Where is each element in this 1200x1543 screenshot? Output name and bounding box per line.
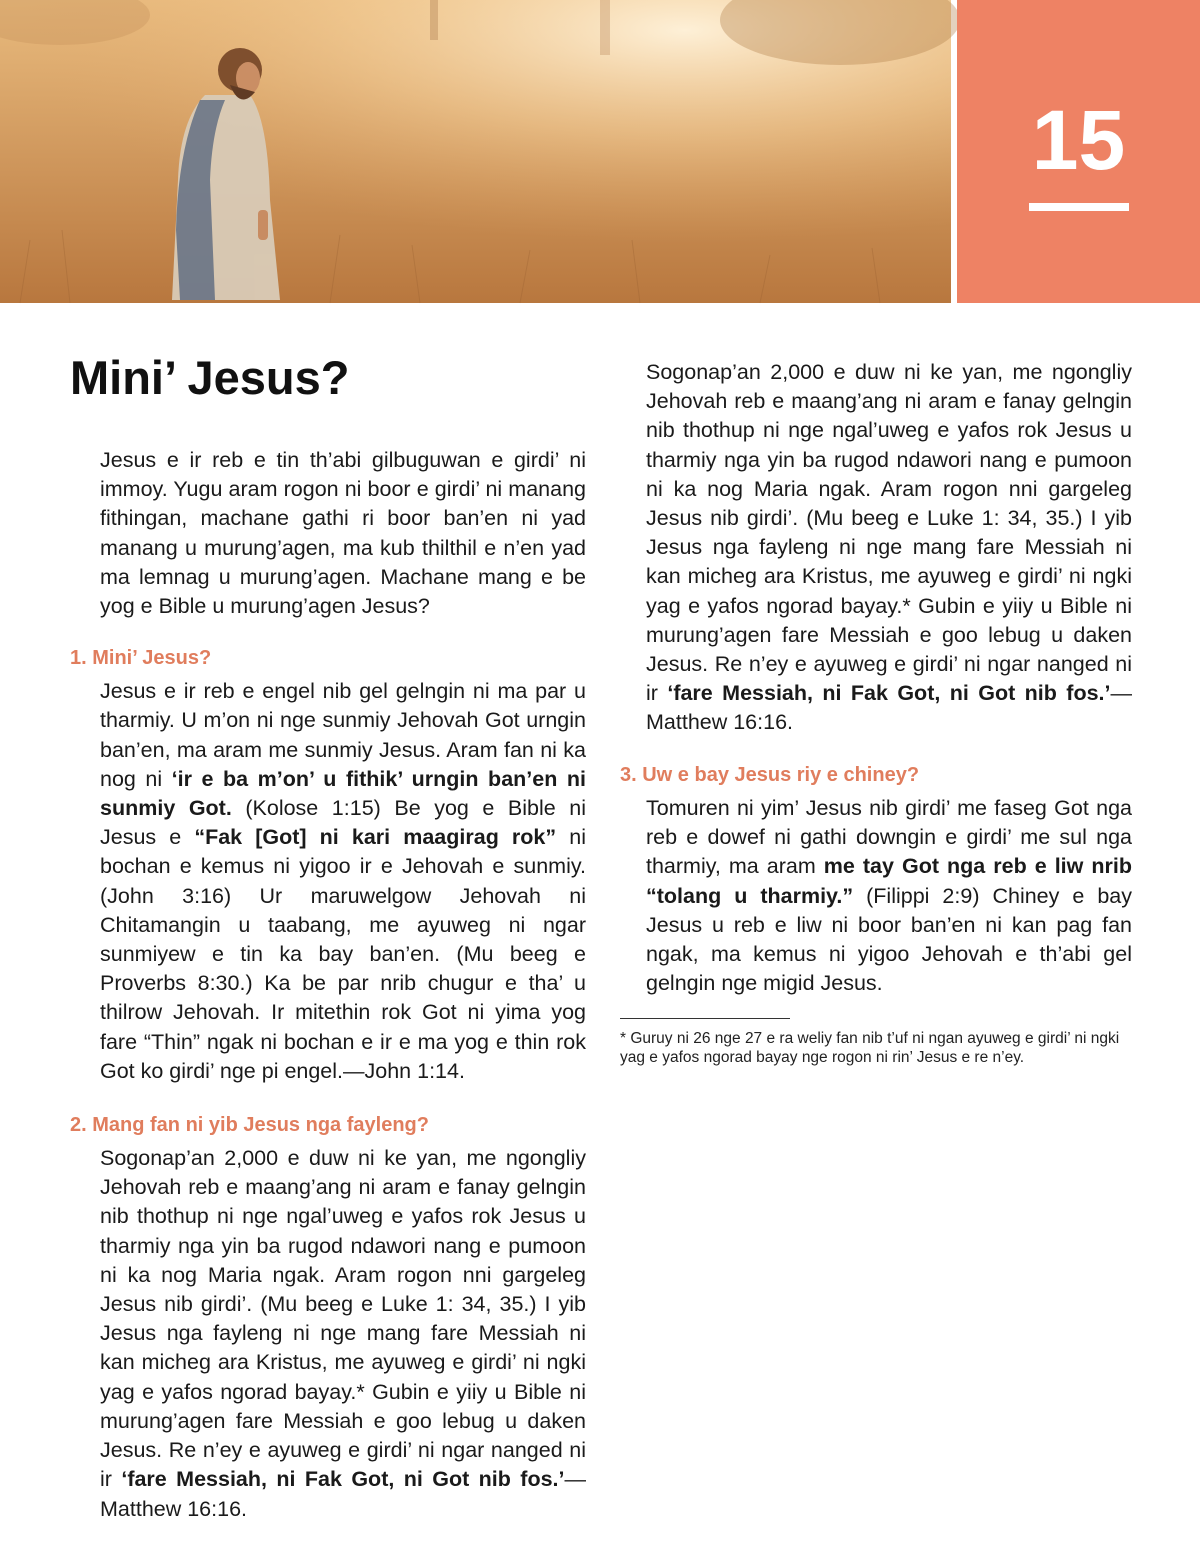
lesson-number-underline xyxy=(1029,203,1129,211)
section-1-bold-b: “Fak [Got] ni kari maagirag rok” xyxy=(194,825,557,850)
section-2-bold-a-left: ‘fare Messiah, ni Fak Got, ni Got nib fos.’ xyxy=(121,1467,565,1492)
left-column xyxy=(70,446,586,1521)
section-3-bold-a: me tay Got nga reb e liw nrib “tolang u tharmiy.” xyxy=(646,854,1132,908)
lesson-number-box xyxy=(957,0,1200,303)
section-3-heading: 3. Uw e bay Jesus riy e chiney? xyxy=(620,764,920,786)
section-1-bold-a: ‘ir e ba m’on’ u fithik’ urngin ban’en ni sunmiy Got. xyxy=(100,766,586,821)
section-2-paragraph xyxy=(646,358,1132,738)
hero-image xyxy=(0,0,951,303)
section-2-continuation xyxy=(646,360,1132,738)
section-2-text-b-left: —Matthew 16:16. xyxy=(100,1467,586,1521)
page-title: Mini’ Jesus? xyxy=(70,351,350,404)
section-1-text-a: Jesus e ir reb e engel nib gel gelngin ni ma par u tharmiy. U m’on ni nge sunmiy Jehovah Got urngin ban’en, ma aram me sunmiy Jesus. Aram fan ni ka nog ni xyxy=(100,679,586,791)
section-3-paragraph xyxy=(646,794,1132,998)
section-1-heading: 1. Mini’ Jesus? xyxy=(70,647,212,670)
section-1-text-b: (Kolose 1:15) Be yog e Bible ni Jesus e xyxy=(100,796,586,850)
section-3-text-a: Tomuren ni yim’ Jesus nib girdi’ me faseg Got nga reb e dowef ni gathi downgin e girdi’ me sul nga tharmiy, ma aram xyxy=(646,796,1132,879)
lesson-number: 15 xyxy=(1031,93,1126,187)
footnote: * Guruy ni 26 nge 27 e ra weliy fan nib t’uf ni ngan ayuweg e girdi’ ni ngki yag e yafos ngorad bayay nge rogon ni rin’ Jesus e re n’ey. xyxy=(620,1030,1120,1067)
section-2-text-a: Sogonap’an 2,000 e duw ni ke yan, me ngongliy Jehovah reb e maang’ang ni aram e fanay gelngin nib thothup ni nge ngal’uweg e yafos rok Jesus u tharmiy nga yin ba rugod ndawori nang e pumoon ni ka nog Maria ngak. Aram rogon nni gargeleg Jesus nib girdi’. (Mu beeg e Luke 1: 34, 35.) I yib Jesus nga fayleng ni nge mang fare Messiah ni kan micheg ara Kristus, me ayuweg e girdi’ ni ngki yag e yafos ngorad bayay.* Gubin e yiiy u Bible ni murung’agen fare Messiah e goo lebug u daken Jesus. Re n’ey e ayuweg e girdi’ ni ngar nanged ni ir xyxy=(646,360,1132,706)
right-column xyxy=(620,360,1132,1067)
section-3-text-b: (Filippi 2:9) Chiney e bay Jesus u reb e liw ni boor ban’en ni kan pag fan ngak, ma kemus ni yigoo Jehovah e th’abi gel gelngin nge migid Jesus. xyxy=(646,883,1132,996)
section-1-text-c: ni bochan e kemus ni yigoo ir e Jehovah e sunmiy. (John 3:16) Ur maruwelgow Jehovah ni Chitamangin u taabang, me ayuweg ni ngar sunmiyew e tin ka bay ban’en. (Mu beeg e Proverbs 8:30.) Ka be par nrib chugur e tha’ u thilrow Jehovah. Ir mitethin rok Got ni yima yog fare “Thin” ngak ni bochan e ir e ma yog e thin rok Got ko girdi’ nge pi engel.—John 1:14. xyxy=(100,825,586,1083)
section-2-heading: 2. Mang fan ni yib Jesus nga fayleng? xyxy=(70,1114,429,1137)
section-1-paragraph xyxy=(100,677,586,1086)
section-2-text-a-left: Sogonap’an 2,000 e duw ni ke yan, me ngongliy Jehovah reb e maang’ang ni aram e fanay gelngin nib thothup ni nge ngal’uweg e yafos rok Jesus u tharmiy nga yin ba rugod ndawori nang e pumoon ni ka nog Maria ngak. Aram rogon nni gargeleg Jesus nib girdi’. (Mu beeg e Luke 1: 34, 35.) I yib Jesus nga fayleng ni nge mang fare Messiah ni kan micheg ara Kristus, me ayuweg e girdi’ ni ngki yag e yafos ngorad bayay.* Gubin e yiiy u Bible ni murung’agen fare Messiah e goo lebug u daken Jesus. Re n’ey e ayuweg e girdi’ ni ngar nanged ni ir xyxy=(100,1146,586,1492)
section-2-paragraph-start xyxy=(100,1144,586,1521)
footnote-rule xyxy=(620,1018,790,1019)
section-2-bold-a: ‘fare Messiah, ni Fak Got, ni Got nib fos.’ xyxy=(667,681,1111,706)
intro-paragraph: Jesus e ir reb e tin th’abi gilbuguwan e girdi’ ni immoy. Yugu aram rogon ni boor e girdi’ ni manang fithingan, machane gathi ri boor ban’en ni yad manang u murung’agen, ma kub thilthil e n’en yad ma lemnag u murung’agen. Machane mang e be yog e Bible u murung’agen Jesus? xyxy=(100,448,586,619)
section-2-text-b: —Matthew 16:16. xyxy=(646,681,1132,735)
